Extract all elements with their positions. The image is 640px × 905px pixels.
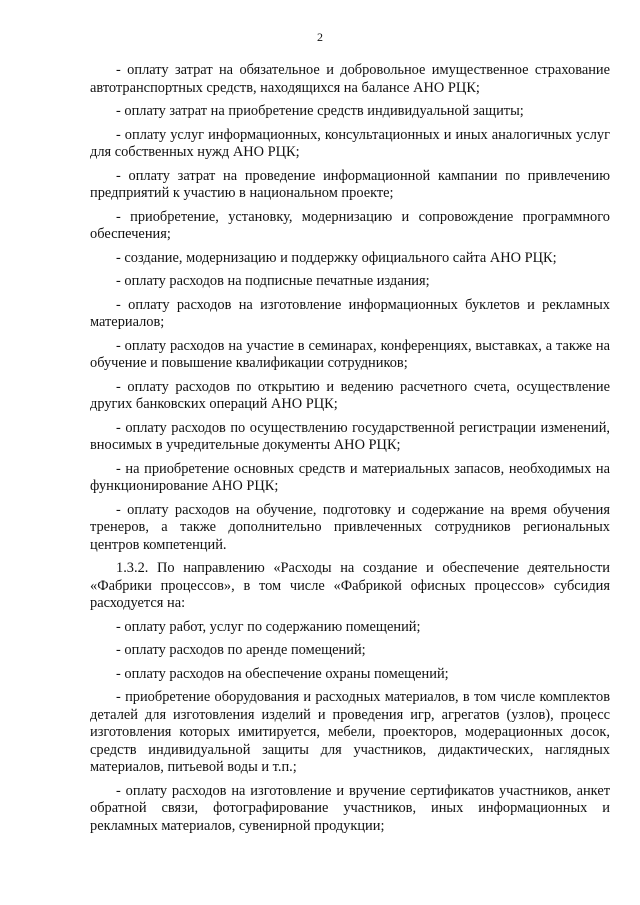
list-item: - оплату затрат на обязательное и добровольное имущественное страхование автотранспортных средств, находящихся на балансе АНО РЦК;	[90, 62, 610, 96]
page-number: 2	[317, 30, 323, 44]
list-item: - создание, модернизацию и поддержку официального сайта АНО РЦК;	[116, 249, 557, 266]
list-item: - приобретение, установку, модернизацию и сопровождение программного обеспечения;	[90, 208, 610, 242]
list-item: - оплату расходов на изготовление информационных буклетов и рекламных материалов;	[90, 296, 610, 330]
list-item: - оплату работ, услуг по содержанию помещений;	[116, 618, 421, 635]
list-item: - оплату затрат на проведение информационной кампании по привлечению предприятий к участию в национальном проекте;	[90, 167, 610, 201]
section-paragraph: 1.3.2. По направлению «Расходы на создание и обеспечение деятельности «Фабрики процессов», в том числе «Фабрикой офисных процессов» субсидия расходуется на:	[90, 560, 610, 611]
list-item: - приобретение оборудования и расходных материалов, в том числе комплектов деталей для изготовления изделий и проведения игр, агрегатов (узлов), процесс изготовления которых имитируется, мебели, проекторов, модерационных досок, средств индивидуальной защиты для участников, дидактических, наглядных материалов, питьевой воды и т.п.;	[90, 689, 610, 775]
list-item: - оплату расходов по осуществлению государственной регистрации изменений, вносимых в учредительные документы АНО РЦК;	[90, 419, 610, 453]
list-item: - оплату расходов на обучение, подготовку и содержание на время обучения тренеров, а также дополнительно привлеченных сотрудников региональных центров компетенций.	[90, 501, 610, 553]
list-item: - оплату расходов по открытию и ведению расчетного счета, осуществление других банковских операций АНО РЦК;	[90, 378, 610, 412]
list-item: - оплату расходов на подписные печатные издания;	[116, 273, 430, 289]
list-item: - оплату услуг информационных, консультационных и иных аналогичных услуг для собственных нужд АНО РЦК;	[90, 126, 610, 160]
list-item: - оплату расходов на участие в семинарах, конференциях, выставках, а также на обучение и повышение квалификации сотрудников;	[90, 337, 610, 371]
list-item: - оплату расходов на обеспечение охраны помещений;	[116, 665, 449, 682]
list-item: - оплату затрат на приобретение средств индивидуальной защиты;	[116, 103, 524, 119]
list-item: - оплату расходов по аренде помещений;	[116, 642, 366, 658]
document-body	[90, 62, 610, 841]
list-item: - на приобретение основных средств и материальных запасов, необходимых на функционирование АНО РЦК;	[90, 460, 610, 494]
list-item: - оплату расходов на изготовление и вручение сертификатов участников, анкет обратной связи, фотографирование участников, иных информационных и рекламных материалов, сувенирной продукции;	[90, 782, 610, 834]
